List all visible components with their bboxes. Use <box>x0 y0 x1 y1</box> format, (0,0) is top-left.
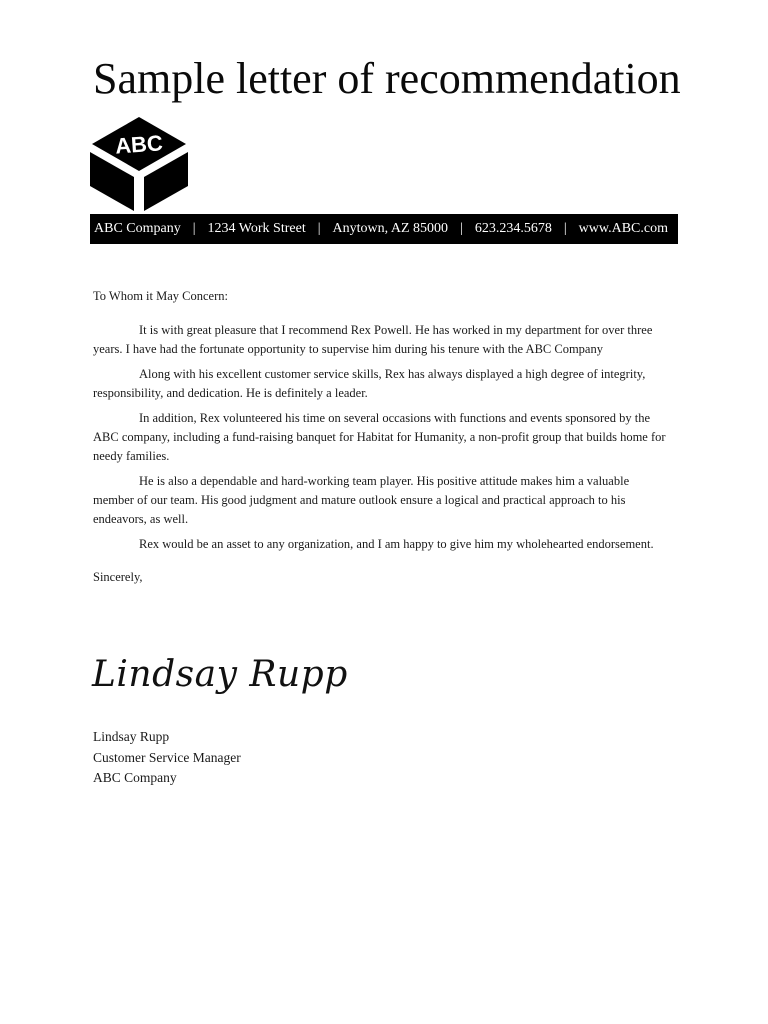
paragraph: In addition, Rex volunteered his time on several occasions with functions and events sponsored by the ABC company, including a fund-raising banquet for Habitat for Humanity, a non-profit group that builds home for needy families. <box>93 411 666 463</box>
signer-name: Lindsay Rupp <box>93 729 170 744</box>
logo-text: ABC <box>114 130 164 159</box>
website-link[interactable]: www.ABC.com <box>578 221 668 236</box>
separator: | <box>192 221 196 236</box>
paragraph: Along with his excellent customer service skills, Rex has always displayed a high degree of integrity, responsibility, and dedication. He is definitely a leader. <box>93 367 646 400</box>
separator: | <box>317 221 321 236</box>
separator: | <box>563 221 567 236</box>
salutation: To Whom it May Concern: <box>93 289 228 303</box>
page-title: Sample letter of recommendation <box>93 54 681 103</box>
handwritten-signature: Lindsay Rupp <box>92 654 348 695</box>
phone-number: 623.234.5678 <box>474 221 552 236</box>
street-address: 1234 Work Street <box>207 221 306 236</box>
signature-block <box>93 727 241 789</box>
paragraph: Rex would be an asset to any organization, and I am happy to give him my wholehearted endorsement. <box>139 537 654 551</box>
paragraph: He is also a dependable and hard-working team player. His positive attitude makes him a valuable member of our team. His good judgment and mature outlook ensure a logical and practical approach to his endeavors, as well. <box>93 474 630 526</box>
signer-company: ABC Company <box>93 770 177 785</box>
separator: | <box>460 221 463 236</box>
contact-bar <box>90 214 678 244</box>
city-address: Anytown, AZ 85000 <box>332 221 449 236</box>
paragraph: It is with great pleasure that I recommend Rex Powell. He has worked in my department for over three years. I have had the fortunate opportunity to supervise him during his tenure with the ABC Company <box>93 323 653 356</box>
abc-box-logo-icon <box>88 115 190 213</box>
closing: Sincerely, <box>93 570 143 584</box>
company-name: ABC Company <box>94 221 181 236</box>
letter-body <box>93 287 668 587</box>
signer-role: Customer Service Manager <box>93 749 241 765</box>
